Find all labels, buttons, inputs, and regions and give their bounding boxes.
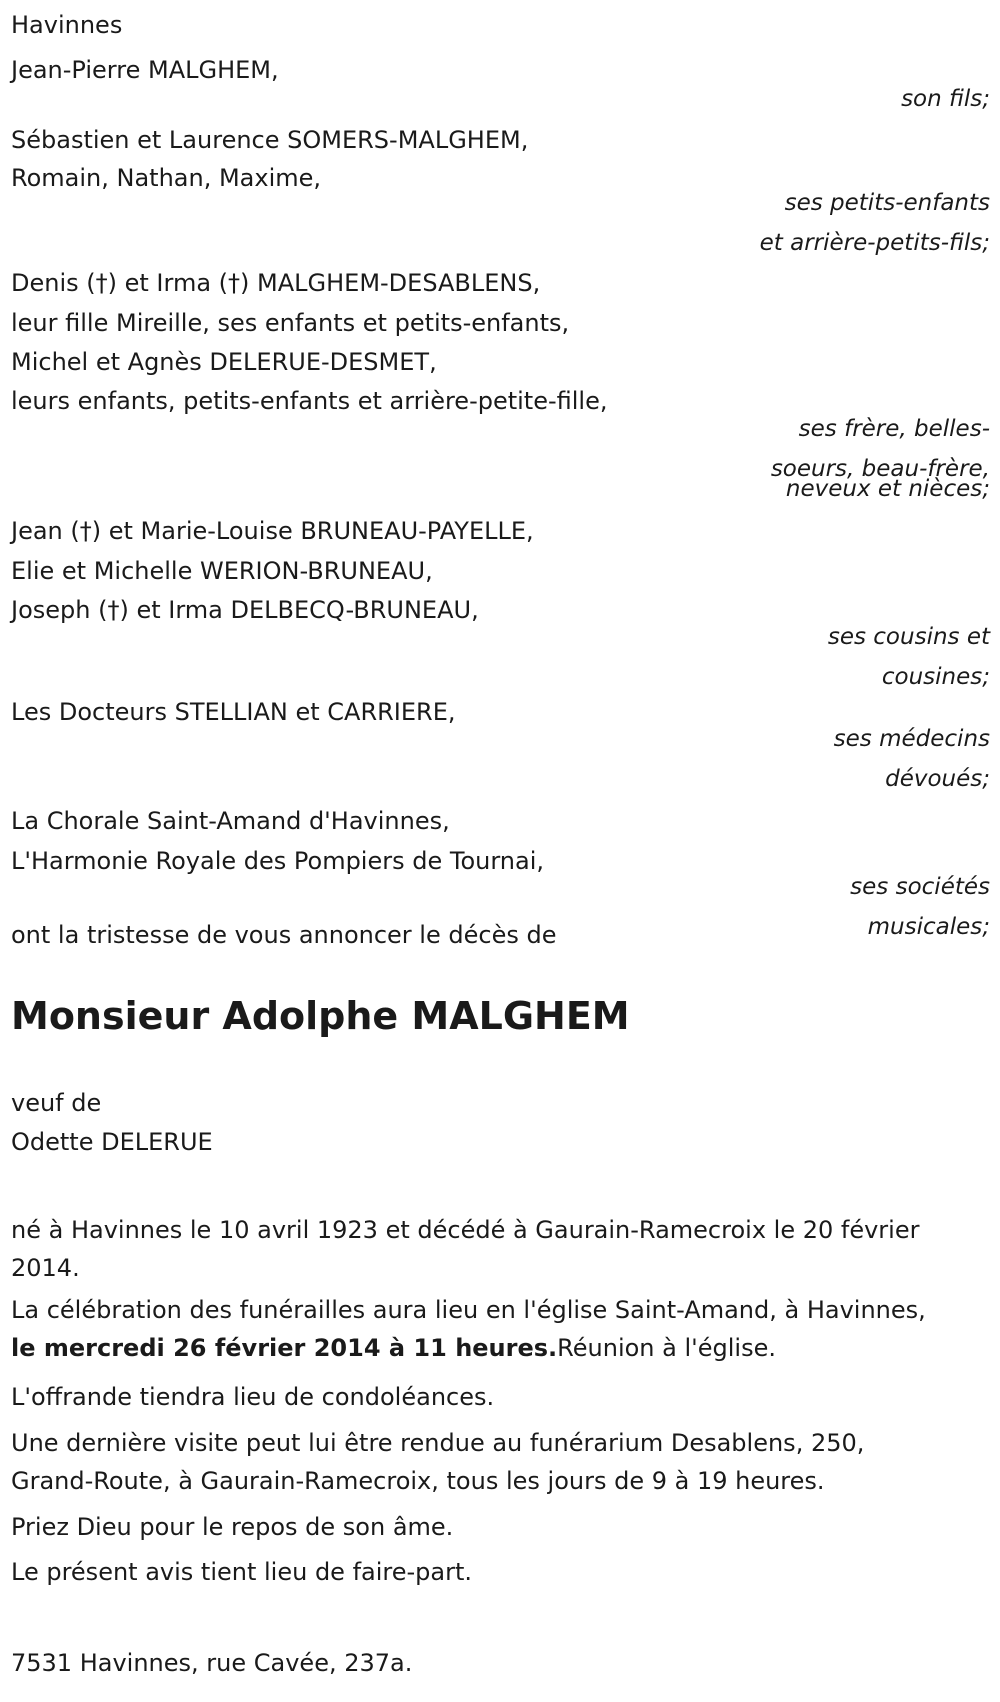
- visit-paragraph: Une dernière visite peut lui être rendue au funérarium Desablens, 250, Grand-Route, à Gaurain-Ramecroix, tous les jours de 9 à 19 heures.: [11, 1429, 865, 1495]
- cousins-relation-1: ses cousins et: [827, 624, 990, 650]
- cousins-line-1: Jean (†) et Marie-Louise BRUNEAU-PAYELLE,: [11, 517, 534, 545]
- cousins-line-2: Elie et Michelle WERION-BRUNEAU,: [11, 557, 433, 585]
- spouse-name: Odette DELERUE: [11, 1128, 213, 1156]
- siblings-line-4: leurs enfants, petits-enfants et arrière-petite-fille,: [11, 387, 608, 415]
- cousins-line-3: Joseph (†) et Irma DELBECQ-BRUNEAU,: [11, 596, 479, 624]
- siblings-line-2: leur fille Mireille, ses enfants et petits-enfants,: [11, 309, 570, 337]
- place-heading: Havinnes: [11, 11, 123, 39]
- funeral-date: le mercredi 26 février 2014 à 11 heures.: [11, 1334, 558, 1362]
- address-line: 7531 Havinnes, rue Cavée, 237a.: [11, 1649, 413, 1677]
- announcement-line: ont la tristesse de vous annoncer le décès de: [11, 921, 557, 949]
- grandchildren-relation-1: ses petits-enfants: [784, 190, 990, 216]
- cousins-relation-2: cousines;: [881, 664, 990, 690]
- deceased-name: Monsieur Adolphe MALGHEM: [11, 994, 630, 1038]
- prayer-paragraph: Priez Dieu pour le repos de son âme.: [11, 1513, 454, 1541]
- funeral-paragraph: [11, 1291, 951, 1367]
- widower-label: veuf de: [11, 1089, 102, 1117]
- societies-relation-2: musicales;: [867, 914, 990, 940]
- son-line: Jean-Pierre MALGHEM,: [11, 56, 279, 84]
- doctors-relation-1: ses médecins: [833, 726, 990, 752]
- siblings-relation-1: ses frère, belles-: [798, 416, 990, 442]
- birth-death-paragraph: né à Havinnes le 10 avril 1923 et décédé à Gaurain-Ramecroix le 20 février 2014.: [11, 1216, 920, 1282]
- son-relation: son fils;: [901, 86, 990, 112]
- funeral-suffix: Réunion à l'église.: [557, 1334, 776, 1362]
- funeral-prefix: La célébration des funérailles aura lieu en l'église Saint-Amand, à Havinnes,: [11, 1296, 926, 1324]
- siblings-relation-2: soeurs, beau-frère,: [770, 456, 990, 482]
- societies-relation-1: ses sociétés: [850, 874, 990, 900]
- siblings-line-3: Michel et Agnès DELERUE-DESMET,: [11, 348, 437, 376]
- siblings-line-1: Denis (†) et Irma (†) MALGHEM-DESABLENS,: [11, 269, 541, 297]
- societies-line-2: L'Harmonie Royale des Pompiers de Tournai,: [11, 847, 545, 875]
- societies-line-1: La Chorale Saint-Amand d'Havinnes,: [11, 807, 450, 835]
- doctors-relation-2: dévoués;: [885, 766, 990, 792]
- grandchildren-relation-2: et arrière-petits-fils;: [759, 230, 990, 256]
- grandchildren-line-2: Romain, Nathan, Maxime,: [11, 164, 322, 192]
- notice-paragraph: Le présent avis tient lieu de faire-part.: [11, 1558, 473, 1586]
- grandchildren-line-1: Sébastien et Laurence SOMERS-MALGHEM,: [11, 126, 529, 154]
- offering-paragraph: L'offrande tiendra lieu de condoléances.: [11, 1383, 495, 1411]
- doctors-line: Les Docteurs STELLIAN et CARRIERE,: [11, 698, 456, 726]
- siblings-relation-3: neveux et nièces;: [785, 476, 990, 502]
